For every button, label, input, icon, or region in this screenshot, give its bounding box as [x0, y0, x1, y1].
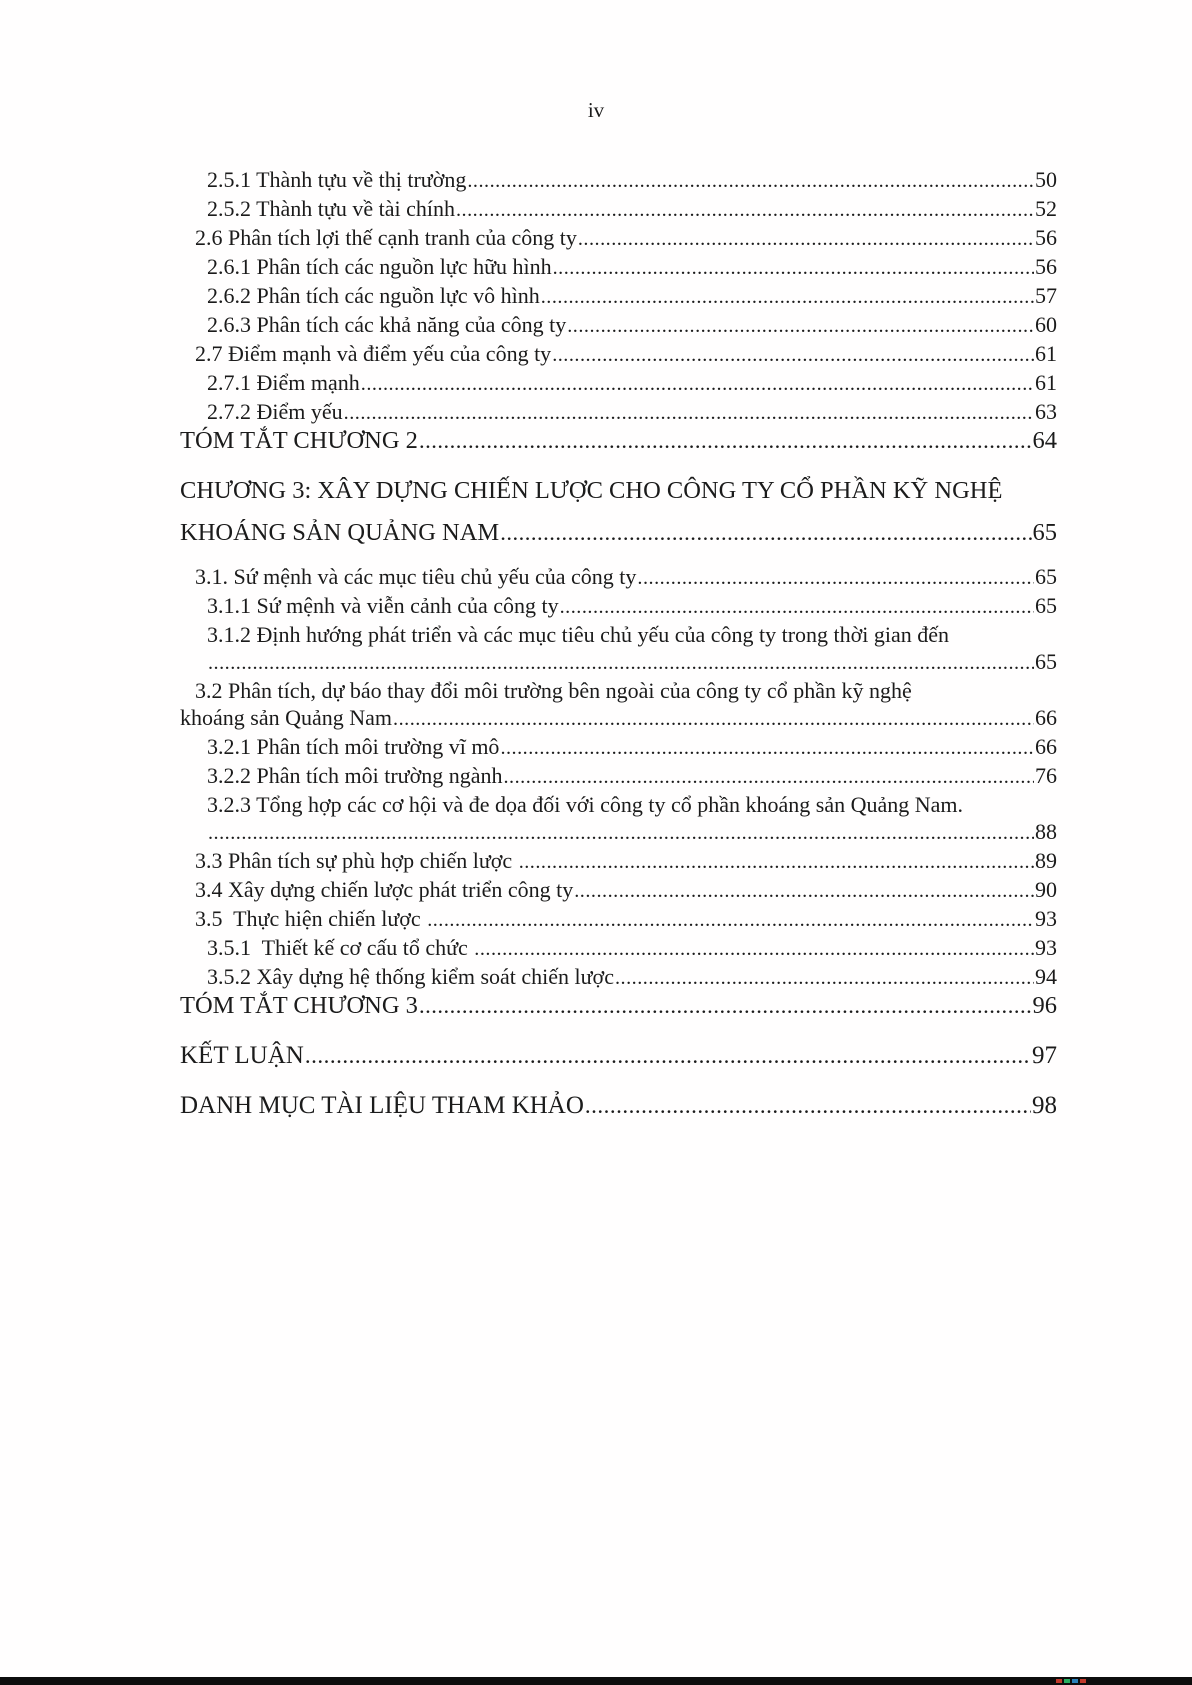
- toc-page-number: 90: [1035, 877, 1057, 902]
- dot-leader: [541, 282, 1034, 311]
- toc-entry-text: 3.1.2 Định hướng phát triển và các mục tiêu chủ yếu của công ty trong thời gian đến: [207, 622, 950, 647]
- dot-leader: [208, 648, 1034, 677]
- toc-entry: [180, 762, 1057, 791]
- dot-leader: [456, 195, 1034, 224]
- toc-entry: [180, 253, 1057, 282]
- toc-page-number: 61: [1035, 370, 1057, 395]
- dot-leader: [553, 253, 1034, 282]
- toc-page-number: 76: [1035, 763, 1057, 788]
- toc-entry-text: 2.5.1 Thành tựu về thị trường: [207, 167, 467, 192]
- scan-artifact: [1064, 1679, 1070, 1683]
- toc-row: [180, 818, 1057, 847]
- toc-entry-text: 2.6.2 Phân tích các nguồn lực vô hình: [207, 283, 540, 308]
- toc-entry: [180, 592, 1057, 621]
- dot-leader: [560, 592, 1034, 621]
- toc-page-number: 97: [1032, 1042, 1057, 1069]
- toc-row: [180, 762, 1057, 791]
- toc-page-number: 98: [1032, 1092, 1057, 1119]
- toc-row: [180, 648, 1057, 677]
- toc-entry: [180, 621, 1057, 677]
- toc-entry: [180, 905, 1057, 934]
- scan-artifact: [1080, 1679, 1086, 1683]
- toc-row: [180, 398, 1057, 427]
- toc-entry-text: 3.5 Thực hiện chiến lược: [195, 906, 427, 931]
- toc-entry: [180, 311, 1057, 340]
- dot-leader: [208, 818, 1034, 847]
- toc-page-number: 94: [1035, 964, 1057, 989]
- dot-leader: [615, 963, 1034, 992]
- toc-page-number: 65: [1035, 593, 1057, 618]
- toc-entry: [180, 934, 1057, 963]
- dot-leader: [419, 427, 1032, 455]
- toc-entry-text: 2.7.1 Điểm mạnh: [207, 370, 360, 395]
- dot-leader: [503, 762, 1034, 791]
- toc-page-number: 64: [1032, 427, 1057, 454]
- toc-entry-text: 3.5.1 Thiết kế cơ cấu tổ chức: [207, 935, 474, 960]
- toc-row: [180, 512, 1057, 554]
- toc-page-number: 50: [1035, 167, 1057, 192]
- dot-leader: [500, 733, 1034, 762]
- toc-page-number: 52: [1035, 196, 1057, 221]
- toc-entry: [180, 282, 1057, 311]
- toc-entry-text: 3.4 Xây dựng chiến lược phát triển công ty: [195, 877, 574, 902]
- toc-row: [180, 282, 1057, 311]
- toc-chapter-title: [180, 470, 1057, 554]
- toc-row: [180, 905, 1057, 934]
- dot-leader: [467, 166, 1034, 195]
- toc-entry: [180, 563, 1057, 592]
- toc-row: [180, 195, 1057, 224]
- toc-page-number: 65: [1032, 519, 1057, 546]
- page-number-header: iv: [587, 98, 605, 122]
- toc-page-number: 89: [1035, 848, 1057, 873]
- toc-row: [180, 992, 1057, 1020]
- toc-entry: [180, 224, 1057, 253]
- toc-entry-text: KẾT LUẬN: [180, 1042, 304, 1069]
- toc-entry: [180, 677, 1057, 733]
- toc-page-number: 93: [1035, 935, 1057, 960]
- dot-leader: [519, 847, 1034, 876]
- toc-row: [180, 224, 1057, 253]
- dot-leader: [361, 369, 1034, 398]
- toc-page-number: 61: [1035, 341, 1057, 366]
- toc-entry: [180, 1041, 1057, 1070]
- toc-row: [180, 592, 1057, 621]
- toc-page-number: 65: [1035, 564, 1057, 589]
- toc-entry: [180, 791, 1057, 847]
- dot-leader: [500, 512, 1031, 554]
- toc-page-number: 88: [1035, 819, 1057, 844]
- toc-entry-text: 2.6.3 Phân tích các khả năng của công ty: [207, 312, 567, 337]
- toc-entry-text: 2.5.2 Thành tựu về tài chính: [207, 196, 455, 221]
- toc-page-number: 63: [1035, 399, 1057, 424]
- dot-leader: [567, 311, 1034, 340]
- toc-entry-text: TÓM TẮT CHƯƠNG 2: [180, 427, 418, 454]
- toc-entry-text: khoáng sản Quảng Nam: [180, 705, 393, 730]
- toc-entry-text: TÓM TẮT CHƯƠNG 3: [180, 992, 418, 1019]
- dot-leader: [344, 398, 1034, 427]
- toc-entry: [180, 876, 1057, 905]
- toc-row: [180, 847, 1057, 876]
- dot-leader: [393, 704, 1034, 733]
- dot-leader: [585, 1091, 1031, 1120]
- dot-leader: [305, 1041, 1031, 1070]
- dot-leader: [427, 905, 1034, 934]
- toc-entry-text: 3.2 Phân tích, dự báo thay đổi môi trường bên ngoài của công ty cổ phần kỹ nghệ: [195, 678, 912, 703]
- dot-leader: [637, 563, 1034, 592]
- toc-page-number: 66: [1035, 705, 1057, 730]
- toc-page-number: 65: [1035, 649, 1057, 674]
- page-bottom-bar: [0, 1677, 1192, 1685]
- toc-entry-text: 3.1. Sứ mệnh và các mục tiêu chủ yếu của công ty: [195, 564, 637, 589]
- toc-entry: [180, 847, 1057, 876]
- toc-entry-text: 3.2.3 Tổng hợp các cơ hội và đe dọa đối với công ty cổ phần khoáng sản Quảng Nam.: [207, 792, 964, 817]
- toc-entry: [180, 1091, 1057, 1120]
- toc-entry: [180, 427, 1057, 455]
- toc-page-number: 56: [1035, 225, 1057, 250]
- toc-entry-text: 3.2.2 Phân tích môi trường ngành: [207, 763, 503, 788]
- toc-row: [180, 791, 1057, 818]
- toc-entry: [180, 166, 1057, 195]
- dot-leader: [578, 224, 1034, 253]
- table-of-contents: [180, 166, 1057, 1120]
- toc-row: [180, 311, 1057, 340]
- scan-artifact: [1056, 1679, 1062, 1683]
- toc-row: [180, 963, 1057, 992]
- toc-page-number: 66: [1035, 734, 1057, 759]
- toc-page-number: 96: [1032, 992, 1057, 1019]
- toc-entry: [180, 733, 1057, 762]
- toc-page-number: 57: [1035, 283, 1057, 308]
- scan-artifact: [1072, 1679, 1078, 1683]
- toc-entry-text: 3.3 Phân tích sự phù hợp chiến lược: [195, 848, 518, 873]
- toc-row: [180, 427, 1057, 455]
- toc-row: [180, 733, 1057, 762]
- toc-row: [180, 621, 1057, 648]
- toc-row: [180, 470, 1057, 512]
- toc-entry: [180, 992, 1057, 1020]
- toc-entry-text: 2.6 Phân tích lợi thế cạnh tranh của công ty: [195, 225, 577, 250]
- toc-entry-text: 3.1.1 Sứ mệnh và viễn cảnh của công ty: [207, 593, 559, 618]
- toc-row: [180, 704, 1057, 733]
- toc-entry-text: 2.7.2 Điểm yếu: [207, 399, 343, 424]
- toc-entry-text: 3.5.2 Xây dựng hệ thống kiểm soát chiến lược: [207, 964, 614, 989]
- toc-entry: [180, 398, 1057, 427]
- toc-entry-text: KHOÁNG SẢN QUẢNG NAM: [180, 519, 500, 546]
- dot-leader: [552, 340, 1034, 369]
- toc-entry: [180, 340, 1057, 369]
- toc-entry-text: 2.7 Điểm mạnh và điểm yếu của công ty: [195, 341, 552, 366]
- toc-entry-text: DANH MỤC TÀI LIỆU THAM KHẢO: [180, 1092, 584, 1119]
- toc-page-number: 93: [1035, 906, 1057, 931]
- dot-leader: [474, 934, 1034, 963]
- toc-entry-text: 3.2.1 Phân tích môi trường vĩ mô: [207, 734, 500, 759]
- toc-row: [180, 934, 1057, 963]
- toc-page-number: 56: [1035, 254, 1057, 279]
- toc-row: [180, 340, 1057, 369]
- toc-entry: [180, 195, 1057, 224]
- toc-entry-text: CHƯƠNG 3: XÂY DỰNG CHIẾN LƯỢC CHO CÔNG TY CỔ PHẦN KỸ NGHỆ: [180, 477, 1003, 504]
- toc-row: [180, 563, 1057, 592]
- toc-row: [180, 253, 1057, 282]
- toc-row: [180, 876, 1057, 905]
- toc-entry: [180, 963, 1057, 992]
- dot-leader: [574, 876, 1034, 905]
- toc-row: [180, 1091, 1057, 1120]
- dot-leader: [419, 992, 1032, 1020]
- toc-row: [180, 369, 1057, 398]
- toc-entry-text: 2.6.1 Phân tích các nguồn lực hữu hình: [207, 254, 552, 279]
- toc-entry: [180, 369, 1057, 398]
- toc-row: [180, 1041, 1057, 1070]
- toc-row: [180, 166, 1057, 195]
- toc-page-number: 60: [1035, 312, 1057, 337]
- toc-row: [180, 677, 1057, 704]
